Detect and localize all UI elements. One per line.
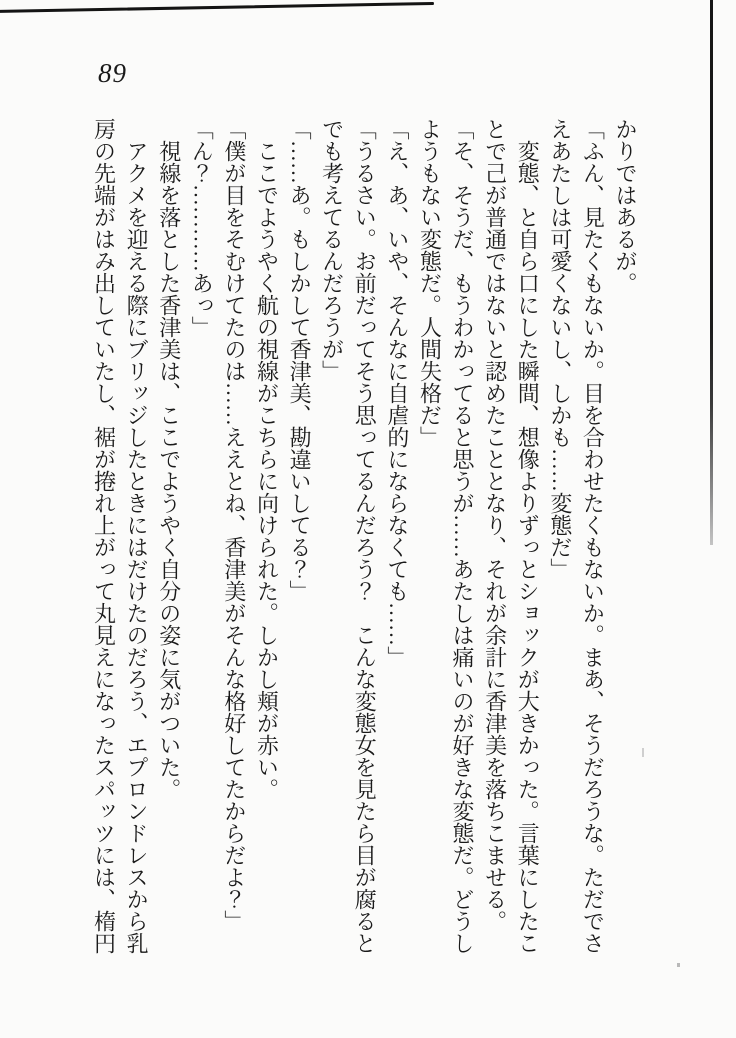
scan-right-border <box>710 0 713 545</box>
scan-speck <box>642 748 644 757</box>
paragraph: 「うるさい。お前だってそう思ってるんだろう？ こんな変態女を見たら目が腐るとでも考えてるんだろうが」 <box>319 118 378 954</box>
paragraph: アクメを迎える際にブリッジしたときにはだけたのだろう、エプロンドレスから乳房の先端がはみ出していたし、裾が捲れ上がって丸見えになったスパッツには、楕円 <box>91 118 150 954</box>
scan-top-border <box>0 2 434 13</box>
paragraph: 「そ、そうだ、もうわかってると思うが……あたしは痛いのが好きな変態だ。どうしようもない変態だ。人間失格だ」 <box>417 118 476 954</box>
paragraph: ここでようやく航の視線がこちらに向けられた。しかし頬が赤い。 <box>254 140 280 800</box>
paragraph: 「え、あ、いや、そんなに自虐的にならなくても……」 <box>384 118 410 668</box>
paragraph: 「僕が目をそむけてたのは……ええとね、香津美がそんな格好してたからだよ？」 <box>221 118 247 932</box>
paragraph: 「ふん、見たくもないか。目を合わせたくもないか。まあ、そうだろうな。ただでさえあたしは可愛くないし、しかも……変態だ」 <box>547 118 606 954</box>
paragraph: かりではあるが。 <box>613 118 638 294</box>
paragraph: 「ん？…………あっ」 <box>189 118 215 338</box>
page-text-vertical <box>87 118 641 958</box>
paragraph: 変態、と自ら口にした瞬間、想像よりずっとショックが大きかった。言葉にしたことで己が普通ではないと認めたこととなり、それが余計に香津美を落ちこませる。 <box>482 118 541 954</box>
page-number: 89 <box>98 58 127 88</box>
scan-speck <box>677 963 680 967</box>
paragraph: 「……あ。もしかして香津美、勘違いしてる？」 <box>287 118 313 602</box>
paragraph: 視線を落とした香津美は、ここでようやく自分の姿に気がついた。 <box>156 140 182 800</box>
